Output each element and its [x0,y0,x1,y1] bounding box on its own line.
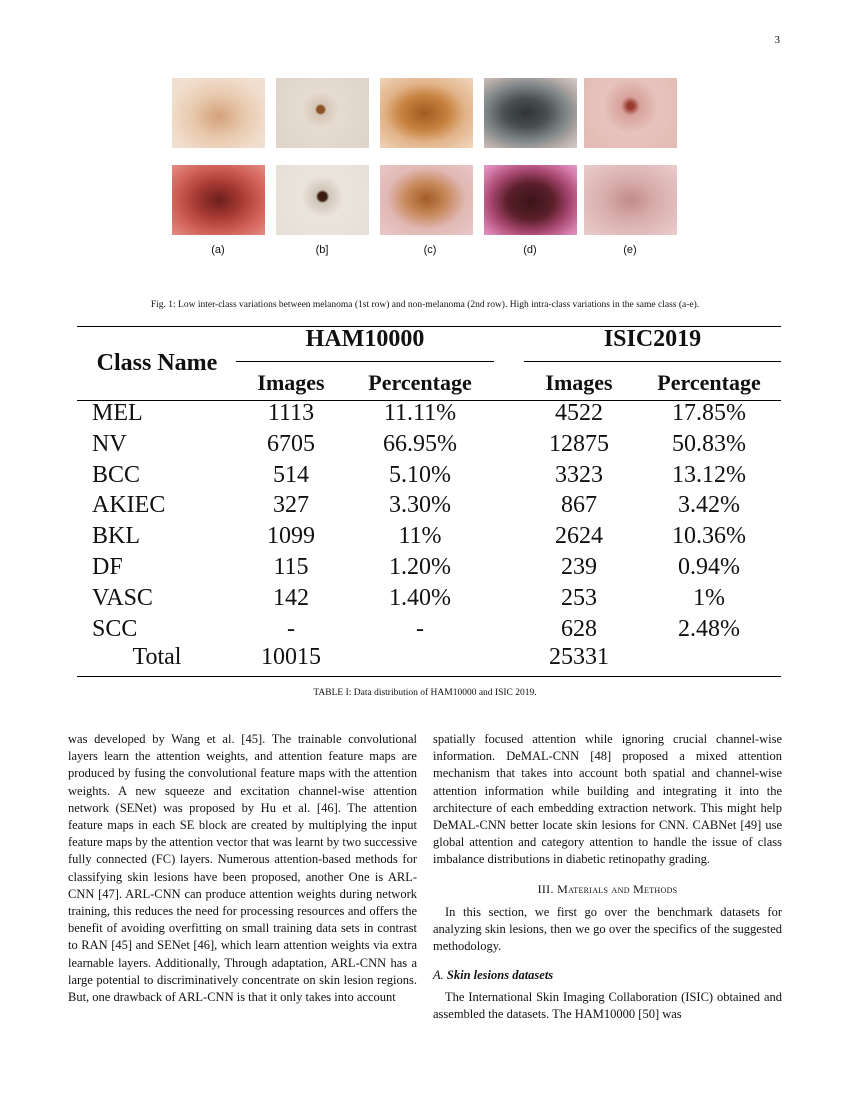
left-column [68,731,417,1006]
ham-percentage-header: Percentage [368,370,472,395]
table-cell-h-pct: 11% [398,523,442,550]
table-cell-name: NV [92,430,127,457]
table-cell-i-pct: 13.12% [672,461,746,488]
isic-percentage-header: Percentage [657,370,761,395]
right-paragraph-2: In this section, we first go over the benchmark datasets for analyzing skin lesions, then we go over the specifics of the suggested methodology. [433,904,782,954]
table-cell-h-pct: 1.40% [389,584,451,611]
ham-images-header: Images [257,370,325,395]
right-column [433,731,782,1023]
sublabel-c: (c) [423,244,437,256]
table-cell-name: BCC [92,461,141,488]
table-cell-i-pct: 2.48% [678,615,740,642]
table-cell-h-pct: 11.11% [383,400,457,426]
table-cell-i-img: 253 [561,584,597,611]
page-number: 3 [774,34,780,46]
left-column-paragraph: was developed by Wang et al. [45]. The trainable convolutional layers learn the attention weights, and attention feature maps are produced by fusing the convolutional feature maps with the attention weights. A new squeeze and excitation channel-wise attention network (SENet) was proposed by Hu et al. [46]. The attention feature maps in each SE block are created by multiplying the input feature maps by the attention vector that was learnt by two successive fully connected (FC) layers. Numerous attention-based methods for classifying skin lesions have been proposed, another One is ARL-CNN [47]. ARL-CNN can produce attention weights during network training, this reduces the need for processing resources and offers the benefit of avoiding overfitting on small training data sets in contrast to RAN [45] and SENet [46], which learn attention weights via extra learnable layers. Additionally, Through adaptation, ARL-CNN has a large potential to discriminatively concentrate on skin lesion regions. But, one drawback of ARL-CNN is that it only takes into account [68,732,417,1005]
table-cell-i-pct: 50.83% [672,430,746,457]
total-label: Total [132,644,182,670]
section-number: III. [537,881,554,896]
ham10000-header: HAM10000 [305,326,425,352]
table-cell-i-pct: 3.42% [678,492,740,519]
isic-images-header: Images [545,370,613,395]
table-cell-name: DF [92,554,123,580]
table-cell-h-img: 142 [273,584,309,611]
lesion-image-c-nonmelanoma [380,165,473,235]
section-title: Materials and Methods [557,881,678,896]
table-cell-name: MEL [92,400,143,426]
table-cell-i-img: 3323 [555,461,603,488]
table-cell-h-pct: 3.30% [389,492,451,519]
total-ham-images: 10015 [261,644,321,670]
table-caption: TABLE I: Data distribution of HAM10000 and ISIC 2019. [313,688,537,698]
table-cell-i-img: 2624 [555,523,603,550]
table-cell-i-img: 628 [561,615,597,642]
lesion-image-c-melanoma [380,78,473,148]
table-cell-name: AKIEC [92,492,166,519]
table-cell-i-pct: 10.36% [672,523,746,550]
table-cell-i-img: 12875 [549,430,609,457]
table-cell-h-pct: 1.20% [389,554,451,580]
subsection-heading [433,967,782,984]
sublabel-e: (e) [623,244,637,256]
table-cell-i-img: 867 [561,492,597,519]
lesion-image-a-melanoma [172,78,265,148]
table-cell-h-img: 327 [273,492,309,519]
table-cell-i-img: 4522 [555,400,603,426]
lesion-image-a-nonmelanoma [172,165,265,235]
subsection-number: A. [433,968,444,983]
table-cell-h-pct: 5.10% [389,461,451,488]
ham-group-rule [236,361,494,362]
lesion-image-b-melanoma [276,78,369,148]
isic2019-header: ISIC2019 [603,326,702,352]
table-cell-h-pct: - [416,615,424,642]
section-heading [433,881,782,898]
sublabel-b: (b] [315,244,329,256]
sublabel-d: (d) [523,244,537,256]
lesion-image-e-nonmelanoma [584,165,677,235]
table-cell-h-pct: 66.95% [383,430,457,457]
table-cell-h-img: 514 [273,461,309,488]
table-cell-name: BKL [92,523,140,550]
table-cell-h-img: - [287,615,295,642]
table-cell-i-pct: 0.94% [678,554,740,580]
table-bottom-rule [77,676,781,677]
table-cell-i-pct: 1% [693,584,725,611]
table-cell-h-img: 1113 [267,400,315,426]
table-cell-h-img: 1099 [267,523,315,550]
total-isic-images: 25331 [549,644,609,670]
table-cell-name: SCC [92,615,138,642]
sublabel-a: (a) [211,244,225,256]
table-cell-i-pct: 17.85% [672,400,746,426]
right-paragraph-3: The International Skin Imaging Collaboration (ISIC) obtained and assembled the datasets. The HAM10000 [50] was [433,989,782,1021]
table-cell-name: VASC [92,584,153,611]
lesion-image-b-nonmelanoma [276,165,369,235]
table-cell-h-img: 6705 [267,430,315,457]
right-paragraph-1: spatially focused attention while ignoring crucial channel-wise information. DeMAL-CNN [48] proposed a mixed attention mechanism that takes into account both spatial and channel-wise attention information while building and integrating it into the architecture of each embedding extraction network. This might help DeMAL-CNN better locate skin lesions for CNN. CABNet [49] use global attention and category attention to handle the issue of class imbalance distributions in diabetic retinopathy grading. [433,732,782,867]
figure-caption: Fig. 1: Low inter-class variations between melanoma (1st row) and non-melanoma (2nd row). High intra-class variations in the same class (a-e). [150,300,700,310]
lesion-image-d-melanoma [484,78,577,148]
class-name-header: Class Name [96,350,218,376]
table-cell-h-img: 115 [273,554,309,580]
lesion-image-e-melanoma [584,78,677,148]
isic-group-rule [524,361,781,362]
subsection-title: Skin lesions datasets [446,968,554,983]
table-cell-i-img: 239 [561,554,597,580]
lesion-image-d-nonmelanoma [484,165,577,235]
